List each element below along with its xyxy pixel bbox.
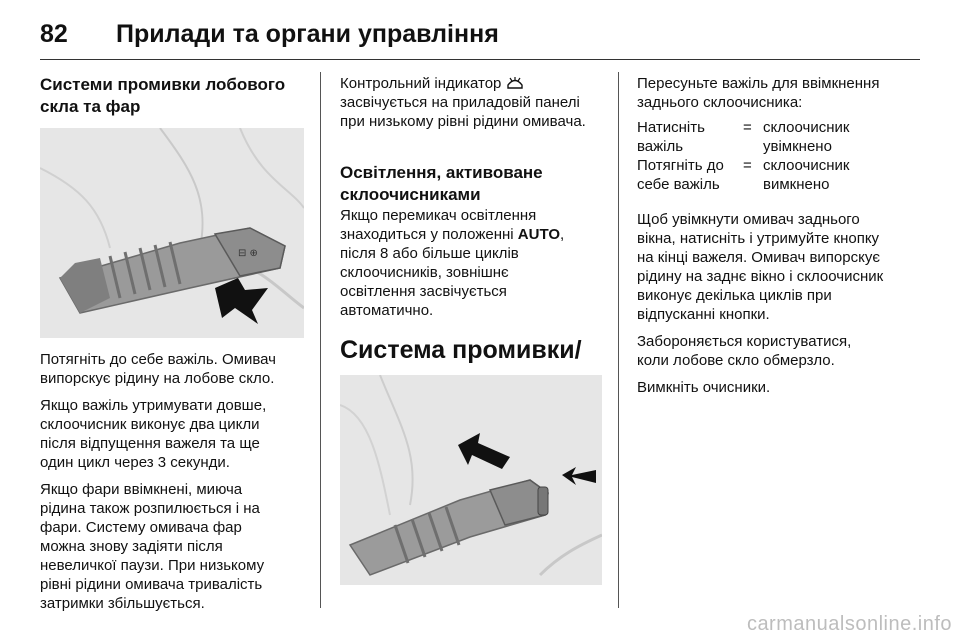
auto-label: AUTO <box>517 226 561 243</box>
equals-cell: = <box>743 157 752 174</box>
lever-action-table <box>637 118 849 194</box>
paragraph: Пересуньте важіль для ввімкнення заднього склоочисника: <box>637 75 880 111</box>
column-divider <box>320 72 321 608</box>
paragraph: Забороняється користуватися, коли лобове скло обмерзло. <box>637 333 852 369</box>
paragraph: Вимкніть очисники. <box>637 379 771 396</box>
action-cell: Натисніть важіль <box>637 119 705 155</box>
column-1 <box>40 74 304 118</box>
washer-fluid-icon <box>506 76 524 90</box>
lighting-text: , після 8 або більше циклів склоочисників, зовнішнє освітлення засвічується автоматично. <box>340 226 565 319</box>
column-divider <box>618 72 619 608</box>
page-number: 82 <box>40 20 68 48</box>
result-cell: склоочисник увімкнено <box>763 119 850 155</box>
paragraph: Якщо фари ввімкнені, миюча рідина також розпилюється і на фари. Систему омивача фар можна знову задіяти після невеличкої паузи. При низькому рівні рідини омивача тривалість затримки збільшується. <box>40 481 265 612</box>
indicator-description: засвічується на приладовій панелі при низькому рівні рідини омивача. <box>340 94 586 130</box>
page-title: Прилади та органи управління <box>116 20 499 48</box>
column-3 <box>637 74 919 397</box>
header-divider <box>40 59 920 60</box>
lever-illustration <box>40 128 304 338</box>
section-heading: Системи промивки лобового скла та фар <box>40 75 286 116</box>
lever-illustration <box>340 375 602 585</box>
paragraph <box>340 206 606 320</box>
column-1-body <box>40 350 304 613</box>
watermark: carmanualsonline.info <box>746 613 952 635</box>
table-row <box>637 118 849 156</box>
wiper-lever-pull-figure <box>40 128 304 338</box>
indicator-text: Контрольний індикатор <box>340 75 502 92</box>
subheading: Освітлення, активоване склоочисниками <box>340 163 543 204</box>
paragraph: Щоб увімкнути омивач заднього вікна, натисніть і утримуйте кнопку на кінці важеля. Омивач випорскує рідину на заднє вікно і склоочисник виконує декілька циклів при відпусканні кнопки. <box>637 211 884 323</box>
paragraph <box>340 74 606 150</box>
lighting-text: Якщо перемикач освітлення знаходиться у положенні <box>340 207 537 243</box>
svg-text:⊟ ⊕: ⊟ ⊕ <box>238 248 258 259</box>
rear-wiper-lever-figure <box>340 375 602 585</box>
table-row <box>637 156 849 194</box>
action-cell: Потягніть до себе важіль <box>637 157 724 193</box>
paragraph: Потягніть до себе важіль. Омивач випорскує рідину на лобове скло. <box>40 351 276 387</box>
result-cell: склоочисник вимкнено <box>763 157 850 193</box>
paragraph: Якщо важіль утримувати довше, склоочисник виконує два цикли після відпущення важеля та ще один цикл через 3 секунди. <box>40 397 267 471</box>
equals-cell: = <box>743 119 752 136</box>
page-header <box>40 14 920 54</box>
section-heading: Система промивки/ <box>340 336 582 364</box>
